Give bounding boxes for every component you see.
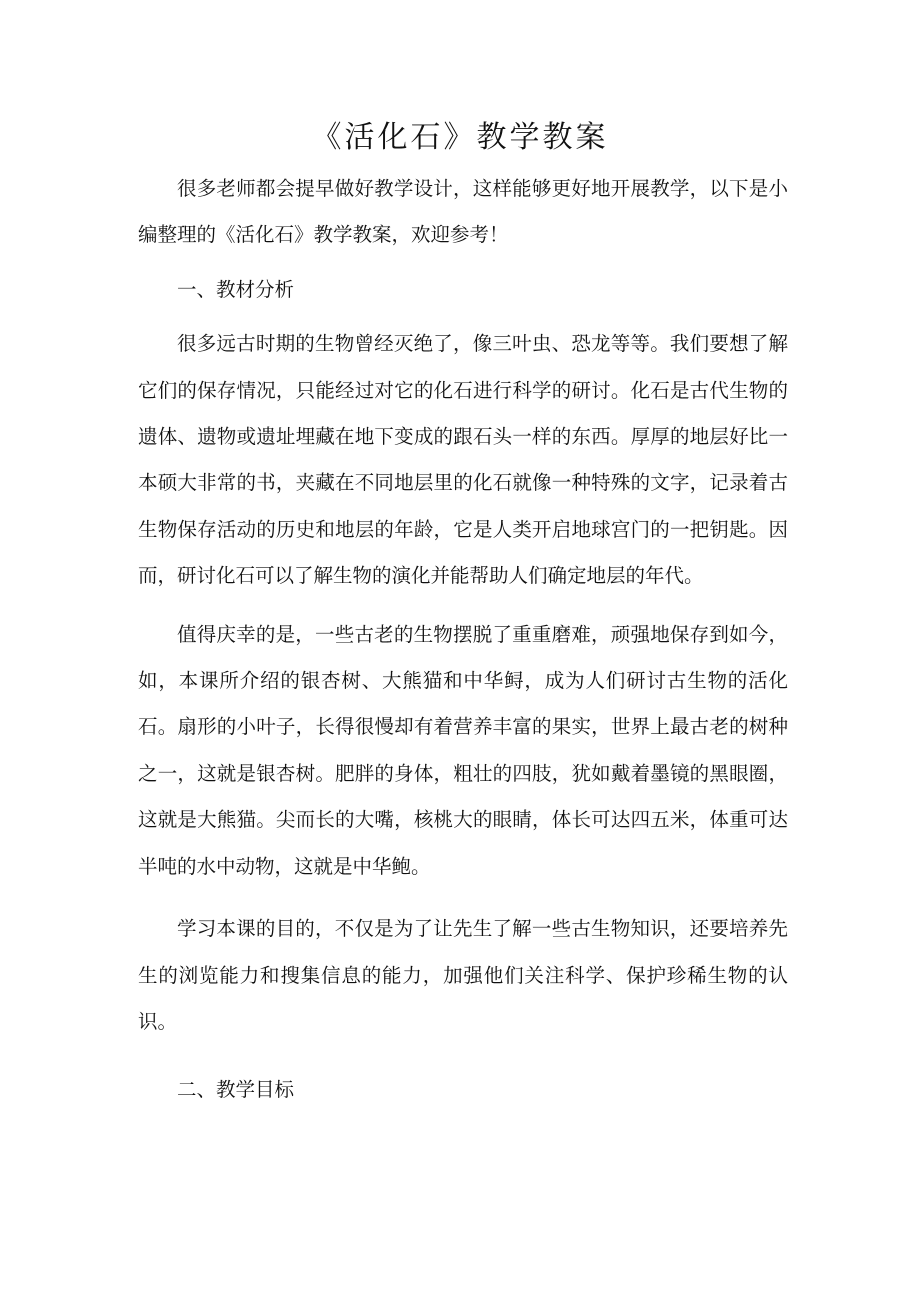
body-paragraph: 很多远古时期的生物曾经灭绝了，像三叶虫、恐龙等等。我们要想了解它们的保存情况，只能经过对它的化石进行科学的研讨。化石是古代生物的遗体、遗物或遗址埋藏在地下变成的跟石头一样的东西。厚厚的地层好比一本硕大非常的书，夹藏在不同地层里的化石就像一种特殊的文字，记录着古生物保存活动的历史和地层的年龄，它是人类开启地球宫门的一把钥匙。因而，研讨化石可以了解生物的演化并能帮助人们确定地层的年代。 [138,332,788,588]
document-body [138,166,788,1114]
body-paragraph: 值得庆幸的是，一些古老的生物摆脱了重重磨难，顽强地保存到如今，如，本课所介绍的银杏树、大熊猫和中华鲟，成为人们研讨古生物的活化石。扇形的小叶子，长得很慢却有着营养丰富的果实，世界上最古老的树种之一，这就是银杏树。肥胖的身体，粗壮的四肢，犹如戴着墨镜的黑眼圈，这就是大熊猫。尖而长的大嘴，核桃大的眼睛，体长可达四五米，体重可达半吨的水中动物，这就是中华鲍。 [138,622,788,878]
section-heading-material-analysis: 一、教材分析 [177,277,295,301]
document-title: 《活化石》教学教案 [311,120,609,155]
section-heading-teaching-goals: 二、教学目标 [177,1078,295,1102]
intro-paragraph: 很多老师都会提早做好教学设计，这样能够更好地开展教学，以下是小编整理的《活化石》教学教案，欢迎参考！ [138,177,788,247]
body-paragraph: 学习本课的目的，不仅是为了让先生了解一些古生物知识，还要培养先生的浏览能力和搜集信息的能力，加强他们关注科学、保护珍稀生物的认识。 [138,917,788,1033]
